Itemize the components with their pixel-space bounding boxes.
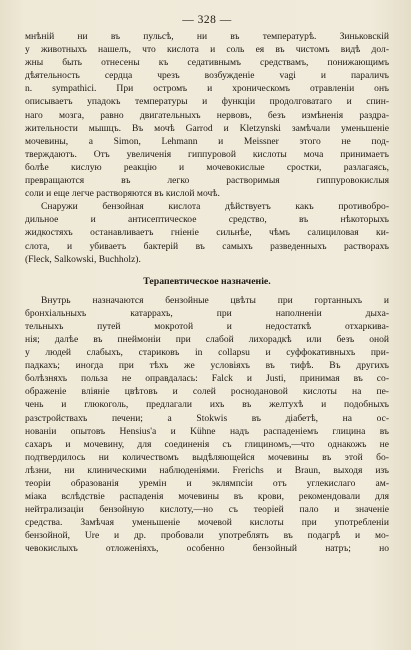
text-line: бронхіальныхъ катаррахъ, при наполненіи дыха- xyxy=(25,307,389,319)
text-line: нейтрализаціи бензойную кислоту,—но съ теоріей пало и значеніе xyxy=(25,504,389,516)
text-line: тверждаютъ. Отъ увеличенія гиппуровой кислоты моча принимаетъ xyxy=(25,148,389,160)
text-line: бензойной, Ure и др. пробовали употреблять въ подагрѣ и мо- xyxy=(25,530,389,542)
text-line: у людей слабыхъ, стариковъ in collapsu и суффокативныхъ при- xyxy=(25,347,389,359)
text-line: Снаружи бензойная кислота дѣйствуетъ какъ противобро- xyxy=(41,201,389,213)
text-line: чень и глюкоголь, предлагали ихъ въ желтухѣ и подобныхъ xyxy=(25,399,389,411)
text-line: мнѣній ни въ пульсѣ, ни въ температурѣ. Зиньковскій xyxy=(25,31,389,42)
text-line: чевокислыхъ отложеніяхъ, особенно бензойный натръ; но xyxy=(25,543,389,555)
text-line: мочевины, а Simon, Lehmann и Meissner этого не под- xyxy=(25,135,389,147)
text-line: міака вслѣдствіе распаденія мочевины въ крови, рекомендовали для xyxy=(25,491,389,503)
text-line: нія; далѣе въ пнеймоніи при слабой лихорадкѣ или безъ оной xyxy=(25,333,389,345)
paragraph-1 xyxy=(25,30,389,200)
text-line: (Fleck, Salkowski, Buchholz). xyxy=(25,253,141,265)
text-line: ображеніе вліяніе цвѣтовъ и солей роснодановой кислоты на пе- xyxy=(25,386,389,398)
text-line: болѣзняхъ польза не оправдалась: Falck и Justi, принимая въ со- xyxy=(25,373,389,385)
text-line: средства. Замѣчая уменьшеніе мочевой кислоты при употребленіи xyxy=(25,517,389,529)
section-title: Терапевтическое назначеніе. xyxy=(143,275,271,287)
text-line: Внутрь назначаются бензойные цвѣты при гортанныхъ и xyxy=(41,294,389,306)
text-line: соли и еще легче растворяются въ кислой мочѣ. xyxy=(25,188,220,200)
page-number: — 328 — xyxy=(182,14,232,26)
text-line: падкахъ; иногда при тѣхъ же условіяхъ въ тифѣ. Въ другихъ xyxy=(25,360,389,372)
text-line: разстройствахъ печени; а Stokwis въ діабетѣ, на ос- xyxy=(25,412,389,424)
text-line: сахаръ и мочевину, для соединенія съ глициномъ,—что однакожъ не xyxy=(25,438,389,450)
text-line: превращаются въ легко растворимыя гиппуровокислыя xyxy=(25,175,389,187)
text-line: подтвердилось ни количествомъ выдѣляющейся мочевины въ этой бо- xyxy=(25,451,389,463)
text-line: болѣе кислую реакцію и мочевокислые сростки, разлагаясь, xyxy=(25,161,389,173)
text-line: лѣзни, ни клиническими наблюденіями. Frerichs и Braun, выходя изъ xyxy=(25,464,389,476)
paragraph-3 xyxy=(25,294,389,556)
text-line: дильное и антисептическое средство, въ нѣкоторыхъ xyxy=(25,214,389,226)
text-line: жительности мышцъ. Въ мочѣ Garrod и Kletzynski замѣчали уменьшеніе xyxy=(25,122,389,134)
paragraph-2 xyxy=(25,200,389,265)
text-line: нованіи опытовъ Hensius'а и Kühne надъ распаденіемъ глицина въ xyxy=(25,425,389,437)
text-line: дѣятельность сердца чрезъ возбужденіе vagi и параличъ xyxy=(25,70,389,82)
text-line: слота, и убиваетъ бактерій въ самыхъ разведенныхъ растворахъ xyxy=(25,240,389,252)
text-line: у животныхъ нашелъ, что кислота и соль ея въ чистомъ видѣ дол- xyxy=(25,44,389,56)
text-line: описываетъ упадокъ температуры и функціи продолговатаго и спин- xyxy=(25,96,389,108)
text-line: n. sympathici. При остромъ и хроническомъ отравленіи онъ xyxy=(25,83,389,95)
text-line: тельныхъ путей мокротой и недостаткѣ отхаркива- xyxy=(25,320,389,332)
text-line: жны быть отнесены къ седативнымъ средствамъ, понижающимъ xyxy=(25,57,389,69)
text-line: наго мозга, равно двигательныхъ нервовъ, безъ измѣненія раздра- xyxy=(25,109,389,121)
text-line: жидкостяхъ останавливаетъ гніеніе сильнѣе, чѣмъ салициловая ки- xyxy=(25,227,389,239)
text-line: теоріи образованія уремін и эклямпсіи отъ углекислаго ам- xyxy=(25,478,389,489)
